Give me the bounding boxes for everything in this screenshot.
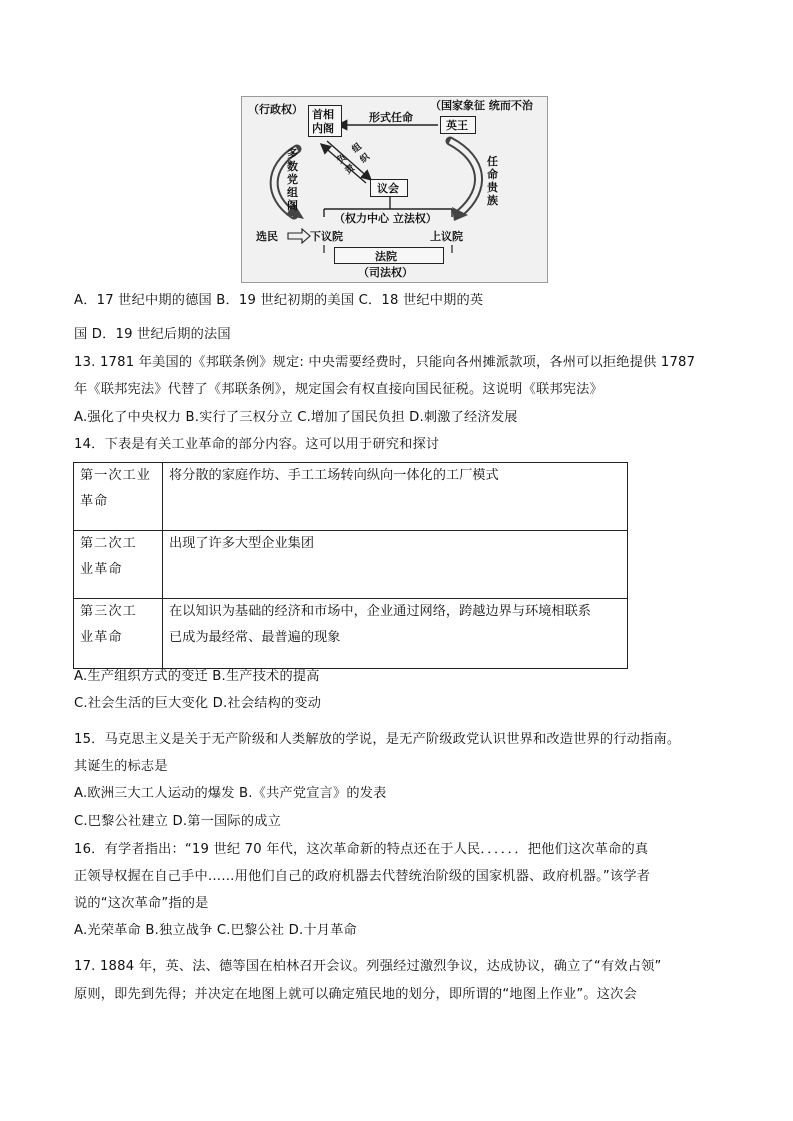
table-key-cell xyxy=(74,463,163,531)
q16-stem-line2: 正领导权握在自己手中……用他们自己的政府机器去代替统治阶级的国家机器、政府机器。”该学者 xyxy=(74,869,651,884)
q16-options: A.光荣革命 B.独立战争 C.巴黎公社 D.十月革命 xyxy=(74,923,357,938)
q17-stem-line1: 17. 1884 年，英、法、德等国在柏林召开会议。列强经过激烈争议，达成协议，确立了“有效占领” xyxy=(74,959,662,974)
table-value-line: 已成为最经常、最普遍的现象 xyxy=(169,630,341,645)
cabinet-label: 首相 内阁 xyxy=(312,108,334,135)
power-center-label: （权力中心 立法权） xyxy=(334,212,437,225)
british-politics-diagram xyxy=(241,96,548,283)
q13-options: A.强化了中央权力 B.实行了三权分立 C.增加了国民负担 D.刺激了经济发展 xyxy=(74,410,518,425)
court-label: 法院 xyxy=(375,250,397,263)
q15-stem-line2: 其诞生的标志是 xyxy=(74,759,168,774)
table-key-cell xyxy=(74,599,163,669)
table-value-line: 出现了许多大型企业集团 xyxy=(169,536,315,551)
executive-label: （行政权） xyxy=(248,103,303,116)
majority-label: 多数党组阁 xyxy=(287,147,298,212)
q13-stem-line2: 年《联邦宪法》代替了《邦联条例》，规定国会有权直接向国民征税。这说明《联邦宪法》 xyxy=(74,382,603,397)
symbol-label: （国家象征 统而不治 xyxy=(430,99,533,112)
table-key-line: 业革命 xyxy=(80,630,123,645)
q16-stem-line1: 16．有学者指出：“19 世纪 70 年代，这次革命新的特点还在于人民．．．．．．把他们这次革命的真 xyxy=(74,842,649,857)
king-label: 英王 xyxy=(446,119,468,132)
q12-options-line1: A．17 世纪中期的德国 B．19 世纪初期的美国 C．18 世纪中期的英 xyxy=(74,293,484,308)
table-value-cell xyxy=(163,599,628,669)
responsible-label: 负责 xyxy=(335,152,357,177)
table-value-line: 在以知识为基础的经济和市场中，企业通过网络，跨越边界与环境相联系 xyxy=(169,604,591,619)
parliament-box xyxy=(370,179,408,197)
table-row xyxy=(74,531,628,599)
q12-options-line2: 国 D．19 世纪后期的法国 xyxy=(74,327,231,342)
q15-options-line2: C.巴黎公社建立 D.第一国际的成立 xyxy=(74,814,281,829)
q14-options-line2: C.社会生活的巨大变化 D.社会结构的变动 xyxy=(74,696,322,711)
king-box xyxy=(440,116,476,134)
court-box xyxy=(334,247,444,264)
q13-stem-line1: 13. 1781 年美国的《邦联条例》规定: 中央需要经费时，只能向各州摊派款项，各州可以拒绝提供 1787 xyxy=(74,355,696,370)
table-key-line: 第一次工业 xyxy=(80,468,151,483)
upper-house-label: 上议院 xyxy=(430,230,463,243)
judicial-label: （司法权） xyxy=(358,266,413,279)
q15-options-line1: A.欧洲三大工人运动的爆发 B.《共产党宣言》的发表 xyxy=(74,786,387,801)
table-key-line: 业革命 xyxy=(80,562,123,577)
table-row xyxy=(74,599,628,669)
q17-stem-line2: 原则，即先到先得；并决定在地图上就可以确定殖民地的划分，即所谓的“地图上作业”。这次会 xyxy=(74,987,637,1002)
table-row xyxy=(74,463,628,531)
parliament-label: 议会 xyxy=(377,182,399,195)
table-value-cell xyxy=(163,463,628,531)
q15-stem-line1: 15．马克思主义是关于无产阶级和人类解放的学说，是无产阶级政党认识世界和改造世界的行动指南。 xyxy=(74,732,681,747)
cabinet-box xyxy=(308,105,342,137)
organize-label: 组织 xyxy=(350,141,372,166)
voters-label: 选民 xyxy=(256,230,278,243)
q14-stem: 14．下表是有关工业革命的部分内容。这可以用于研究和探讨 xyxy=(74,437,440,452)
table-key-line: 革命 xyxy=(80,494,109,509)
table-value-cell xyxy=(163,531,628,599)
q14-options-line1: A.生产组织方式的变迁 B.生产技术的提高 xyxy=(74,669,320,684)
formal-appointment-label: 形式任命 xyxy=(369,111,413,124)
table-key-line: 第二次工 xyxy=(80,536,137,551)
table-key-cell xyxy=(74,531,163,599)
table-value-line: 将分散的家庭作坊、手工工场转向纵向一体化的工厂模式 xyxy=(169,468,499,483)
industrial-revolution-table xyxy=(73,462,628,669)
q16-stem-line3: 说的“这次革命”指的是 xyxy=(74,896,209,911)
appoint-label: 任命贵族 xyxy=(487,155,498,207)
table-key-line: 第三次工 xyxy=(80,604,137,619)
lower-house-label: 下议院 xyxy=(310,230,343,243)
